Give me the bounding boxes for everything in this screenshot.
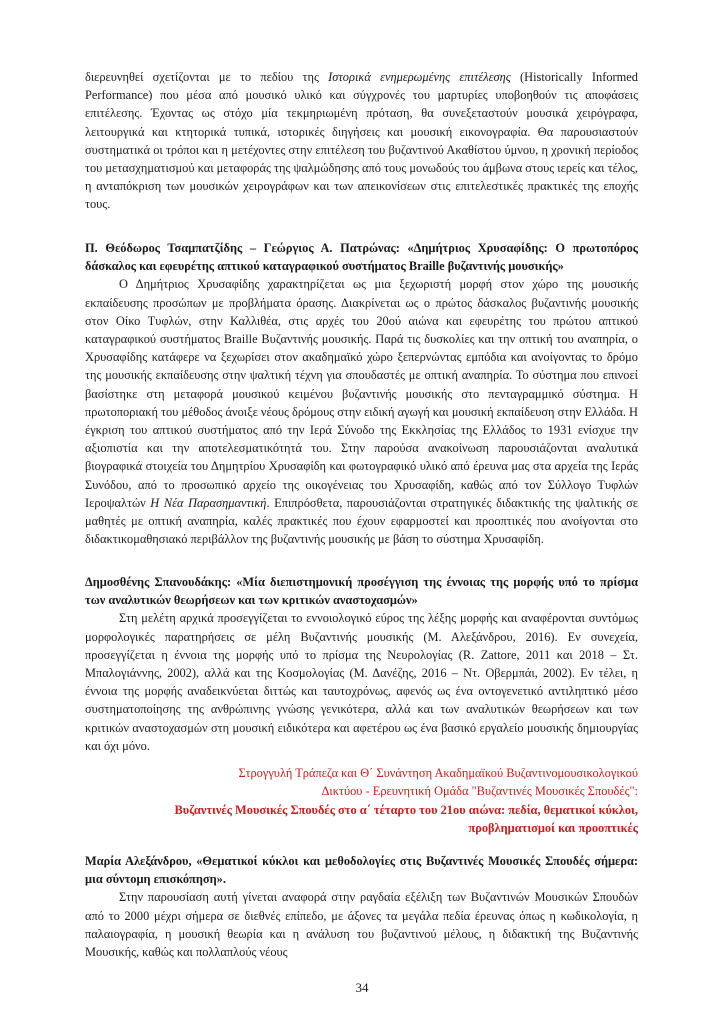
intro-paragraph: [85, 68, 638, 214]
abstract-spanoudakis: [85, 573, 638, 755]
round-table-line-3: Βυζαντινές Μουσικές Σπουδές στο α΄ τέταρτο του 21ου αιώνα: πεδία, θεματικοί κύκλοι,: [174, 802, 638, 817]
intro-italic-term: Ιστορικά ενημερωμένης επιτέλεσης: [328, 70, 511, 84]
abstract-body: [85, 275, 638, 548]
abstract-body: Στην παρουσίαση αυτή γίνεται αναφορά στην ραγδαία εξέλιξη των Βυζαντινών Μουσικών Σπουδών από το 2000 μέχρι σήμερα σε διεθνές επίπεδο, με άξονες τα μεγάλα πεδία έρευνας όπως η κωδικολογία, η παλαιογραφία, η μουσική θεωρία και η ανάλυση του βυζαντινού μέλους, η διδακτική της Βυζαντινής Μουσικής, καθώς και πολλαπλούς νέους: [85, 890, 638, 960]
round-table-line-2: Δικτύου - Ερευνητική Ομάδα "Βυζαντινές Μουσικές Σπουδές":: [321, 784, 638, 799]
intro-text-start: διερευνηθεί σχετίζονται με το πεδίου της: [85, 70, 329, 84]
round-table-title: [85, 764, 638, 838]
abstract-body-end: . Επιπρόσθετα, παρουσιάζονται στρατηγικές διδακτικής της ψαλτικής σε μαθητές με οπτική αναπηρία, καλές πρακτικές που έχουν εφαρμοστεί και προοπτικές που ανοίγονται στο διδακτικομαθησιακό περιβάλλον της βυζαντινής μουσικής με βάση το σύστημα Χρυσαφίδη.: [85, 495, 638, 547]
abstract-heading: Δημοσθένης Σπανουδάκης: «Μία διεπιστημονική προσέγγιση της έννοιας της μορφής υπό το πρίσμα των αναλυτικών θεωρήσεων και των κριτικών αναστοχασμών»: [85, 575, 638, 608]
abstract-chrysafidis: [85, 239, 638, 548]
page-number: 34: [355, 980, 369, 995]
abstract-alexandrou: [85, 852, 638, 961]
abstract-body-start: Ο Δημήτριος Χρυσαφίδης χαρακτηρίζεται ως μια ξεχωριστή μορφή στον χώρο της μουσικής εκπαίδευσης προσώπων με προβλήματα όρασης. Διακρίνεται ως ο πρώτος δάσκαλος βυζαντινής μουσικής στον Οίκο Τυφλών, στην Καλλιθέα, στις αρχές του 20ού αιώνα και εφευρέτης του πρώτου απτικού καταγραφικού συστήματος Braille Βυζαντινής μουσικής. Παρά τις δυσκολίες και την οπτική του αναπηρία, ο Χρυσαφίδης κατάφερε να ξεχωρίσει στον ακαδημαϊκό χώρο ξεπερνώντας εμπόδια και ανοίγοντας το δρόμο της μουσικής εκπαίδευσης στην ψαλτική τέχνη για σπουδαστές με οπτική αναπηρία. Το σύστημα που επινοεί βασίστηκε στη μεταφορά μουσικού κειμένου βυζαντινής μουσικής στο πενταγραμμικό σύστημα. Η πρωτοποριακή του μέθοδος άνοιξε νέους δρόμους στην ειδική αγωγή και μουσική εκπαίδευση στην Ελλάδα. Η έγκριση του απτικού συστήματος από την Ιερά Σύνοδο της Εκκλησίας της Ελλάδος το 1931 ενίσχυε την αξιοπιστία και την αποτελεσματικότητά του. Στην παρούσα ανακοίνωση παρουσιάζονται αναλυτικά βιογραφικά στοιχεία του Δημητρίου Χρυσαφίδη και φωτογραφικό υλικό από έρευνα μας στα αρχεία της Ιεράς Συνόδου, από το προσωπικό αρχείο της οικογένειας του Χρυσαφίδη, καθώς από τον Σύλλογο Τυφλών Ιεροψαλτών: [85, 277, 639, 510]
intro-text-rest: (Historically Informed Performance) που μέσα από μουσικό υλικό και σύγχρονές του μαρτυρίες υποβοηθούν τις αποφάσεις επιτέλεσης. Έχοντας ως στόχο μία τεκμηριωμένη πρόταση, θα συνεξεταστούν μουσικά χειρόγραφα, λειτουργικά και κτητορικά τυπικά, ιστορικές διηγήσεις και μουσική εικονογραφία. Θα παρουσιαστούν συστηματικά οι τρόποι και η μετέχοντες στην επιτέλεση του βυζαντινού Ακαθίστου ύμνου, η χρονική περίοδος του μετασχηματισμού και μεταφοράς της ψαλμώδησης από τους μονωδούς του άμβωνα στους ιερείς και τέλος, η ανταπόκριση των μουσικών χειρογράφων και των απεικονίσεων στις επιτελεστικές πρακτικές της εποχής τους.: [85, 70, 638, 212]
abstract-heading: Μαρία Αλεξάνδρου, «Θεματικοί κύκλοι και μεθοδολογίες στις Βυζαντινές Μουσικές Σπουδές σήμερα: μια σύντομη επισκόπηση».: [85, 854, 638, 887]
intro-text: [85, 68, 638, 214]
abstract-italic-title: Η Νέα Παρασημαντική: [150, 495, 267, 510]
abstract-body: Στη μελέτη αρχικά προσεγγίζεται το εννοιολογικό εύρος της λέξης μορφής και αναφέρονται συντόμως μορφολογικές παρατηρήσεις σε μέλη Βυζαντινής μουσικής (Μ. Αλεξάνδρου, 2016). Εν συνεχεία, προσεγγίζεται η έννοια της μορφής υπό το πρίσμα της Νευρολογίας (R. Zattore, 2011 και 2018 – Στ. Μπαλογιάννης, 2002), αλλά και της Κοσμολογίας (Μ. Δανέζης, 2016 – Ντ. Οβερμπάι, 2002). Εν τέλει, η έννοια της μορφής αναδεικνύεται διττώς και ταυτοχρόνως, αφενός ως ένα οντογενετικό αντιληπτικό μέσο συστηματοποίησης της ανθρώπινης γνώσης γενικότερα, αλλά και των αναλυτικών θεωρήσεων και των κριτικών αναστοχασμών στη μουσική ειδικότερα και αφετέρου ως ένα βασικό εργαλείο μουσικής δημιουργίας και όχι μόνο.: [85, 611, 638, 753]
round-table-line-4: προβληματισμοί και προοπτικές: [468, 821, 638, 836]
round-table-line-1: Στρογγυλή Τράπεζα και Θ΄ Συνάντηση Ακαδημαϊκού Βυζαντινομουσικολογικού: [238, 766, 638, 780]
abstract-heading: Π. Θεόδωρος Τσαμπατζίδης – Γεώργιος Α. Πατρώνας: «Δημήτριος Χρυσαφίδης: Ο πρωτοπόρος δάσκαλος και εφευρέτης απτικού καταγραφικού συστήματος Braille βυζαντινής μουσικής»: [85, 241, 638, 274]
